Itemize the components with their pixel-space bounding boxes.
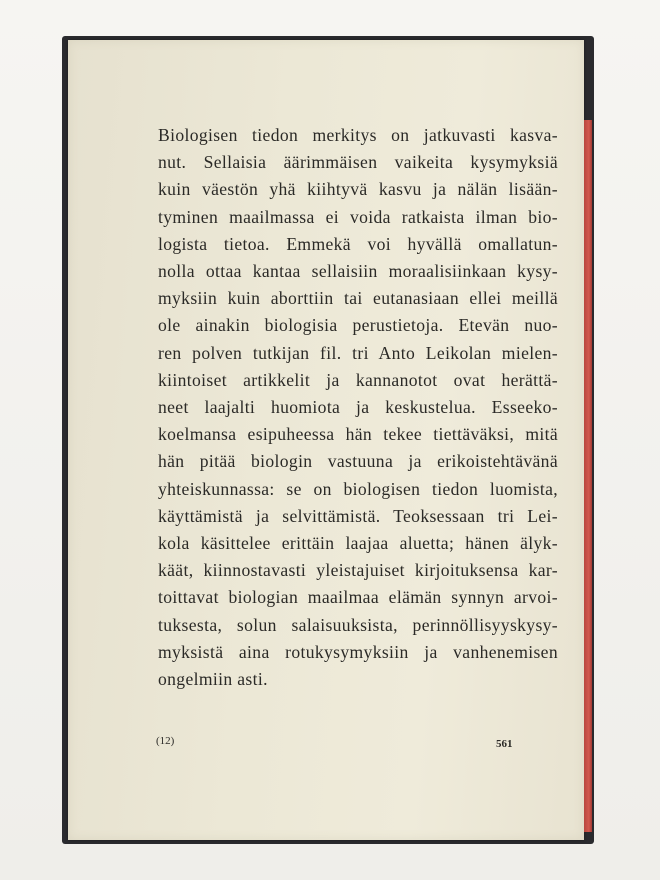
blurb-line: käät, kiinnostavasti yleistajuiset kirjoituksensa kar- bbox=[158, 560, 558, 581]
book-red-edge bbox=[584, 120, 592, 832]
blurb-line: neet laajalti huomiota ja keskustelua. Esseeko- bbox=[158, 397, 558, 418]
blurb-line: nolla ottaa kantaa sellaisiin moraalisiinkaan kysy- bbox=[158, 261, 558, 282]
footer-code-right: 561 bbox=[496, 738, 513, 750]
blurb-line: nut. Sellaisia äärimmäisen vaikeita kysymyksiä bbox=[158, 152, 558, 173]
blurb-line: ole ainakin biologisia perustietoja. Etevän nuo- bbox=[158, 315, 558, 336]
blurb-line: tyminen maailmassa ei voida ratkaista ilman bio- bbox=[158, 206, 558, 227]
blurb-line: Biologisen tiedon merkitys on jatkuvasti kasva- bbox=[158, 125, 558, 145]
blurb-line: tuksesta, solun salaisuuksista, perinnöllisyyskysy- bbox=[158, 614, 558, 635]
blurb-line: koelmansa esipuheessa hän tekee tiettäväksi, mitä bbox=[158, 424, 558, 445]
blurb-line: toittavat biologian maailmaa elämän synnyn arvoi- bbox=[158, 587, 558, 608]
blurb-line: myksistä aina rotukysymyksiin ja vanhenemisen bbox=[158, 641, 558, 662]
blurb-line: yhteiskunnassa: se on biologisen tiedon luomista, bbox=[158, 478, 558, 499]
blurb-line: kiintoiset artikkelit ja kannanotot ovat herättä- bbox=[158, 369, 558, 390]
footer-code-left: (12) bbox=[156, 735, 175, 747]
blurb-line: hän pitää biologin vastuuna ja erikoistehtävänä bbox=[158, 451, 558, 472]
blurb-line: ongelmiin asti. bbox=[158, 669, 268, 690]
blurb-line: käyttämistä ja selvittämistä. Teoksessaan tri Lei- bbox=[158, 505, 558, 526]
blurb-line: logista tietoa. Emmekä voi hyvällä omallatun- bbox=[158, 233, 558, 254]
blurb-line: kuin väestön yhä kiihtyvä kasvu ja nälän lisään- bbox=[158, 179, 558, 200]
blurb-text bbox=[158, 122, 558, 693]
blurb-line: kola käsittelee erittäin laajaa aluetta; hänen älyk- bbox=[158, 533, 558, 554]
blurb-line: ren polven tutkijan fil. tri Anto Leikolan mielen- bbox=[158, 342, 558, 363]
blurb-line: myksiin kuin aborttiin tai eutanasiaan ellei meillä bbox=[158, 288, 558, 309]
